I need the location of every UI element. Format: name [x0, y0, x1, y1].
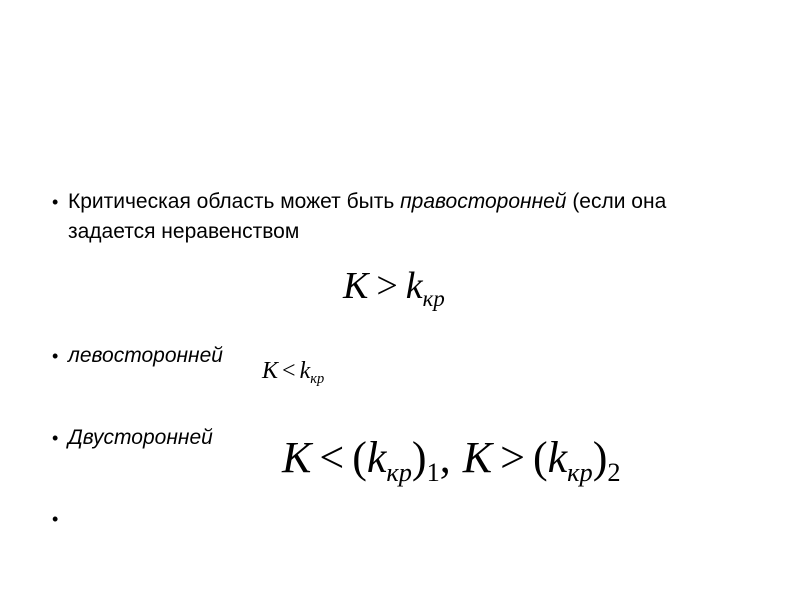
var-K: K: [262, 358, 279, 384]
formula-two-sided: [282, 432, 621, 488]
var-K: K: [462, 433, 493, 482]
sub-kr: кр: [386, 457, 412, 488]
index-2: 2: [607, 457, 621, 488]
text-before: Критическая область может быть: [68, 190, 401, 213]
comma: ,: [439, 433, 451, 482]
op-greater: >: [376, 265, 398, 307]
bullet-dot: •: [52, 428, 59, 448]
bullet-dot: •: [52, 192, 59, 212]
term-left-sided: левосторонней: [68, 344, 223, 367]
sub-kr: кр: [422, 285, 445, 311]
op-less: <: [319, 433, 345, 482]
var-k: k: [547, 433, 568, 482]
paren-open: (: [352, 433, 367, 482]
formula-right-sided: [343, 264, 445, 312]
var-K: K: [282, 433, 312, 482]
op-greater: >: [500, 433, 525, 482]
bullet-text-line2: задается неравенством: [68, 220, 300, 243]
sub-kr: кр: [310, 371, 325, 388]
var-K: K: [343, 265, 369, 307]
paren-close: ): [592, 433, 608, 482]
bullet-dot: •: [52, 509, 59, 529]
sub-kr: кр: [567, 457, 593, 488]
index-1: 1: [426, 457, 440, 488]
term-two-sided: Двусторонней: [68, 426, 213, 449]
term-right-sided: правосторонней: [400, 190, 567, 213]
paren-open: (: [532, 433, 548, 482]
bullet-text-line1: [68, 188, 666, 216]
op-less: <: [282, 358, 296, 384]
formula-left-sided: [262, 358, 324, 388]
var-k: k: [366, 433, 387, 482]
paren-close: ): [411, 433, 427, 482]
text-after: (если она: [566, 190, 667, 213]
var-k: k: [405, 265, 423, 307]
bullet-dot: •: [52, 346, 59, 366]
var-k: k: [299, 358, 311, 384]
